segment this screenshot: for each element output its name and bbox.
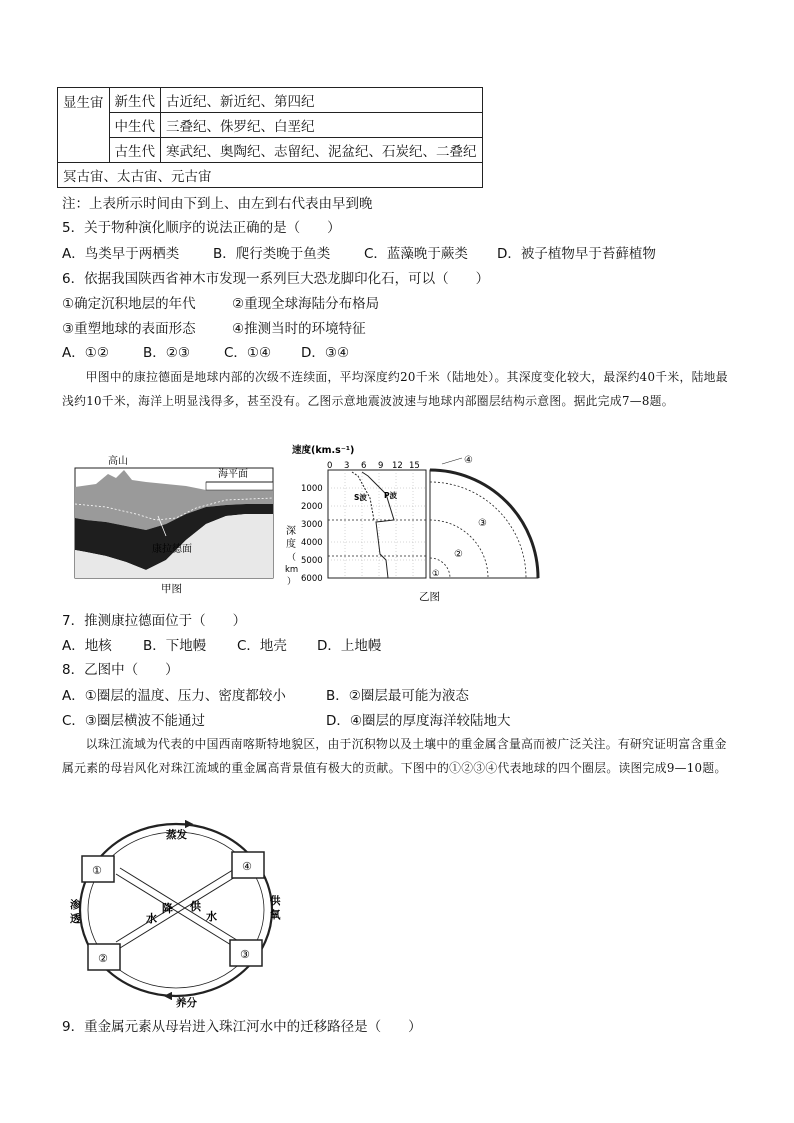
q7-option-b: B．下地幔 bbox=[143, 638, 207, 654]
label-evaporation: 蒸发 bbox=[166, 829, 187, 841]
label-precipitation: 降 bbox=[162, 902, 173, 915]
periods-cell: 三叠纪、侏罗纪、白垩纪 bbox=[161, 113, 483, 138]
passage-7-8: 甲图中的康拉德面是地球内部的次级不连续面，平均深度约20千米（陆地处）。其深度变化较大，最深约40千米，陆地最浅约10千米，海洋上明显浅得多，甚至没有。乙图示意地震波波速与地球内部圈层结构示意图。据此完成7—8题。 bbox=[62, 370, 728, 408]
q6-option-b: B．②③ bbox=[143, 345, 190, 361]
periods-cell: 古近纪、新近纪、第四纪 bbox=[161, 88, 483, 113]
passage-9-10: 以珠江流域为代表的中国西南喀斯特地貌区，由于沉积物以及土壤中的重金属含量高而被广泛关注。有研究证明富含重金属元素的母岩风化对珠江流域的重金属高背景值有极大的贡献。下图中的①②③④代表地球的四个圈层。读图完成9—10题。 bbox=[62, 737, 727, 775]
label-oxygen-supply: 供 bbox=[270, 895, 281, 907]
q8-option-c: C．③圈层横波不能通过 bbox=[62, 713, 206, 729]
era-cell: 古生代 bbox=[109, 138, 161, 163]
depth-axis-label: ） bbox=[287, 577, 297, 587]
depth-axis-label: 深 bbox=[286, 526, 296, 537]
era-cell: 新生代 bbox=[109, 88, 161, 113]
question-8-stem: 8．乙图中（ ） bbox=[62, 662, 179, 678]
speed-tick: 12 bbox=[392, 461, 403, 471]
depth-tick: 4000 bbox=[301, 538, 323, 548]
question-6-stem: 6．依据我国陕西省神木市发现一系列巨大恐龙脚印化石，可以（ ） bbox=[62, 271, 490, 287]
q8-option-a: A．①圈层的温度、压力、密度都较小 bbox=[62, 688, 286, 704]
label-infiltration: 透 bbox=[70, 913, 81, 925]
speed-tick: 9 bbox=[378, 461, 384, 471]
label-oxygen-supply: 氧 bbox=[270, 909, 281, 921]
label-mountain: 高山 bbox=[108, 456, 128, 467]
wave-grid bbox=[328, 470, 426, 578]
era-cell: 中生代 bbox=[109, 113, 161, 138]
question-5-stem: 5．关于物种演化顺序的说法正确的是（ ） bbox=[62, 220, 341, 236]
q6-item-2: ②重现全球海陆分布格局 bbox=[232, 296, 380, 312]
caption-yi: 乙图 bbox=[419, 591, 440, 603]
sea-shape bbox=[206, 482, 273, 490]
figure-jia-crust-section bbox=[66, 452, 281, 598]
four-spheres-cycle-figure bbox=[66, 812, 286, 1008]
p-wave-curve bbox=[362, 472, 394, 578]
label-water-supply: 水 bbox=[206, 910, 217, 923]
question-7-stem: 7．推测康拉德面位于（ ） bbox=[62, 613, 247, 629]
question-9-stem: 9．重金属元素从母岩进入珠江河水中的迁移路径是（ ） bbox=[62, 1019, 422, 1035]
q5-option-d: D．被子植物早于苔藓植物 bbox=[497, 246, 656, 262]
label-infiltration: 渗 bbox=[70, 899, 81, 911]
s-wave-label: S波 bbox=[354, 493, 367, 502]
depth-axis-label: 度 bbox=[286, 539, 296, 550]
depth-tick: 1000 bbox=[301, 484, 323, 494]
p-wave-label: P波 bbox=[384, 491, 397, 500]
q6-item-3: ③重塑地球的表面形态 bbox=[62, 321, 196, 337]
caption-jia: 甲图 bbox=[161, 583, 182, 595]
cross-channels bbox=[116, 868, 240, 948]
depth-axis-label: （ bbox=[287, 553, 297, 563]
label-conrad: 康拉德面 bbox=[152, 544, 192, 555]
box-label-1: ① bbox=[92, 864, 102, 877]
q6-option-a: A．①② bbox=[62, 345, 109, 361]
label-water-supply: 供 bbox=[190, 900, 201, 913]
q6-option-d: D．③④ bbox=[301, 345, 350, 361]
eon-phanerozoic-cell: 显生宙 bbox=[58, 88, 110, 163]
label-precipitation: 水 bbox=[146, 912, 157, 925]
q6-item-4: ④推测当时的环境特征 bbox=[232, 321, 366, 337]
q5-option-a: A．鸟类早于两栖类 bbox=[62, 246, 180, 262]
q8-option-d: D．④圈层的厚度海洋较陆地大 bbox=[326, 713, 511, 729]
q8-option-b: B．②圈层最可能为液态 bbox=[326, 688, 469, 704]
q7-option-c: C．地壳 bbox=[237, 638, 287, 654]
label-nutrients: 养分 bbox=[176, 997, 197, 1008]
label-sea-level: 海平面 bbox=[218, 469, 248, 480]
q7-option-d: D．上地幔 bbox=[317, 638, 382, 654]
q7-option-a: A．地核 bbox=[62, 638, 112, 654]
precambrian-cell: 冥古宙、太古宙、元古宙 bbox=[58, 163, 483, 188]
q6-option-c: C．①④ bbox=[224, 345, 272, 361]
q5-option-b: B．爬行类晚于鱼类 bbox=[213, 246, 331, 262]
depth-axis-label: km bbox=[285, 565, 299, 575]
speed-tick: 6 bbox=[361, 461, 367, 471]
layer-label-1: ① bbox=[432, 569, 440, 579]
depth-tick: 6000 bbox=[301, 574, 323, 584]
table-note: 注：上表所示时间由下到上、由左到右代表由早到晚 bbox=[62, 196, 373, 212]
periods-cell: 寒武纪、奥陶纪、志留纪、泥盆纪、石炭纪、二叠纪 bbox=[161, 138, 483, 163]
speed-tick: 3 bbox=[344, 461, 350, 471]
wave-plot-frame bbox=[328, 470, 426, 578]
layer-label-3: ③ bbox=[478, 518, 487, 529]
geologic-era-table bbox=[57, 87, 483, 188]
figure-yi-seismic-waves bbox=[282, 442, 554, 604]
speed-axis-label: 速度(km.s⁻¹) bbox=[292, 445, 355, 456]
q6-item-1: ①确定沉积地层的年代 bbox=[62, 296, 196, 312]
box-label-3: ③ bbox=[240, 948, 250, 961]
depth-tick: 5000 bbox=[301, 556, 323, 566]
q5-option-c: C．蓝藻晚于蕨类 bbox=[364, 246, 468, 262]
speed-tick: 0 bbox=[327, 461, 333, 471]
layer-label-4: ④ bbox=[464, 455, 473, 466]
speed-tick: 15 bbox=[409, 461, 420, 471]
depth-tick: 2000 bbox=[301, 502, 323, 512]
depth-tick: 3000 bbox=[301, 520, 323, 530]
box-label-2: ② bbox=[98, 952, 108, 965]
layer-label-2: ② bbox=[454, 549, 463, 560]
box-label-4: ④ bbox=[242, 860, 252, 873]
